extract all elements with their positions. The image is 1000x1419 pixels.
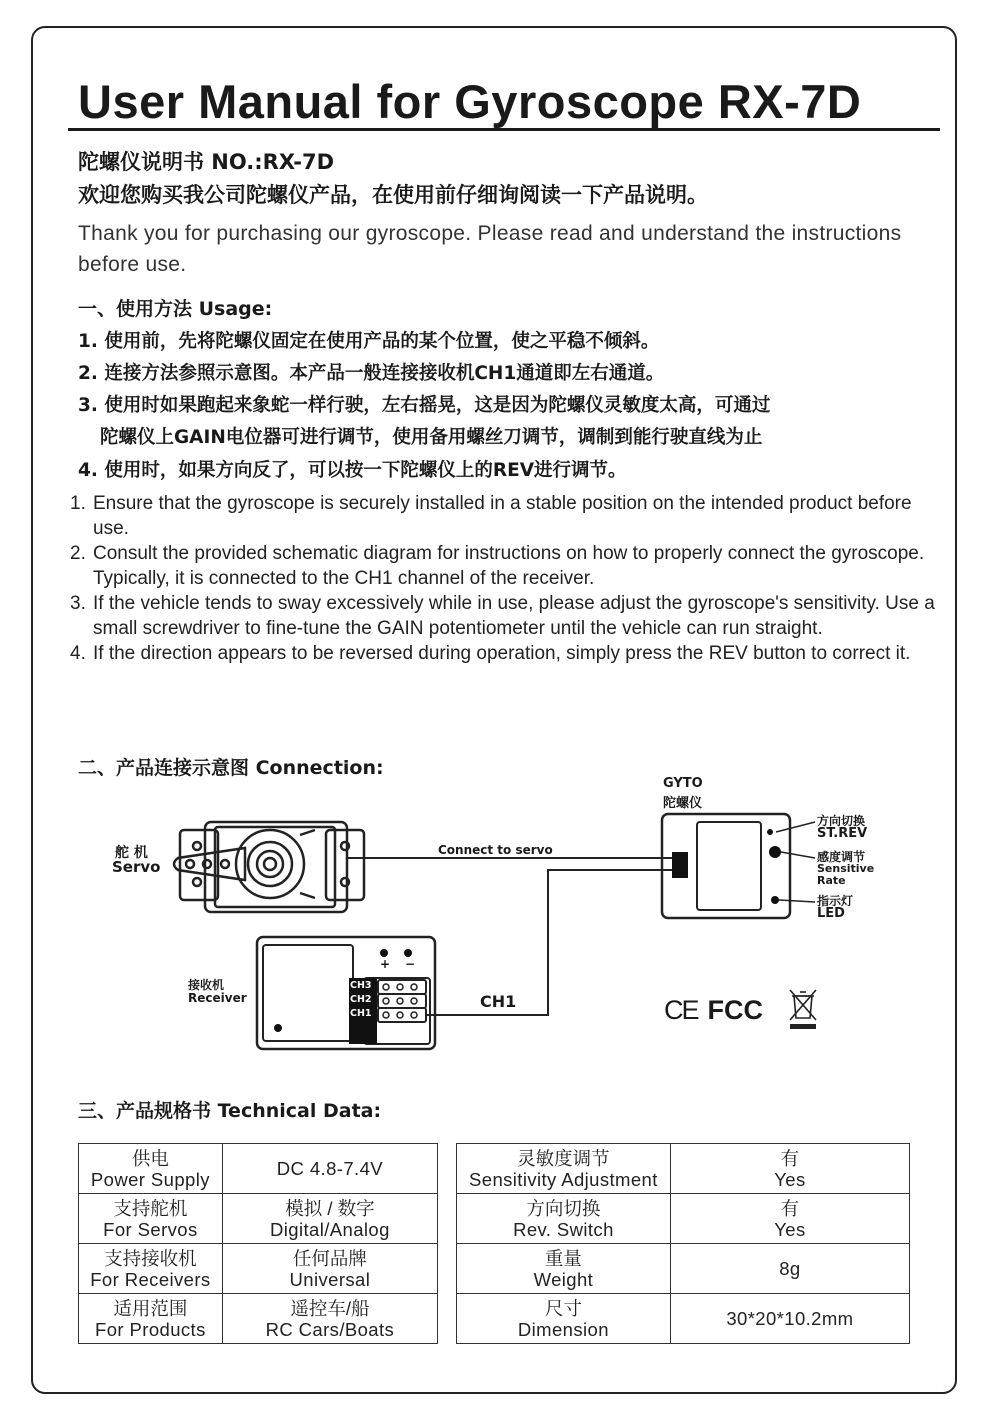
table-row xyxy=(79,1144,438,1194)
item-number: 1. xyxy=(70,493,86,514)
usage-en-item xyxy=(70,541,950,591)
title-divider xyxy=(68,128,940,131)
item-number: 3. xyxy=(70,593,86,614)
spec-value-cell xyxy=(222,1144,437,1194)
usage-en-item xyxy=(70,591,950,641)
spec-value-cell xyxy=(222,1244,437,1294)
spec-value-cell xyxy=(670,1194,909,1244)
technical-section-title: 三、产品规格书 Technical Data: xyxy=(78,1100,382,1122)
spec-label-cell xyxy=(79,1144,223,1194)
spec-label-cn: 支持接收机 xyxy=(104,1247,197,1269)
spec-value-en: DC 4.8-7.4V xyxy=(276,1158,383,1179)
spec-label-cn: 方向切换 xyxy=(526,1197,601,1219)
weee-bin-icon xyxy=(788,988,818,1030)
usage-section-title: 一、使用方法 Usage: xyxy=(78,298,273,320)
usage-cn-item-2: 2. 连接方法参照示意图。本产品一般连接接收机CH1通道即左右通道。 xyxy=(78,363,665,384)
spec-value-cn: 有 xyxy=(780,1197,800,1219)
item-number: 2. xyxy=(70,543,86,564)
spec-table-right xyxy=(456,1143,910,1344)
usage-cn-item-3-cont: 陀螺仪上GAIN电位器可进行调节，使用备用螺丝刀调节，调制到能行驶直线为止 xyxy=(100,427,763,448)
spec-label-cell xyxy=(457,1194,671,1244)
plus-label: + xyxy=(380,957,391,971)
spec-value-cell xyxy=(222,1294,437,1344)
spec-label-en: Dimension xyxy=(517,1318,609,1340)
spec-value-en: Digital/Analog xyxy=(270,1218,390,1240)
sensitivity-label-en-1: Sensitive xyxy=(817,862,875,875)
sensitivity-label-en-2: Rate xyxy=(817,874,846,887)
gyro-label-en: GYTO xyxy=(663,776,703,791)
usage-cn-item-1: 1. 使用前，先将陀螺仪固定在使用产品的某个位置，使之平稳不倾斜。 xyxy=(78,331,660,352)
spec-value-cn: 有 xyxy=(780,1147,800,1169)
usage-en-item xyxy=(70,641,950,666)
receiver-illustration xyxy=(257,937,435,1049)
table-row xyxy=(79,1244,438,1294)
spec-value-en: Yes xyxy=(774,1168,806,1190)
spec-label-en: Rev. Switch xyxy=(513,1218,614,1240)
spec-value-en: RC Cars/Boats xyxy=(265,1318,395,1340)
spec-value-en: Yes xyxy=(774,1218,806,1240)
spec-label-cn: 重量 xyxy=(544,1247,582,1269)
gyro-illustration xyxy=(662,814,815,918)
ch3-label: CH3 xyxy=(350,980,372,991)
table-row xyxy=(79,1294,438,1344)
st-rev-label-cn: 方向切换 xyxy=(817,814,866,828)
table-row xyxy=(457,1244,910,1294)
receiver-label-cn: 接收机 xyxy=(188,978,225,992)
spec-value-cell xyxy=(670,1144,909,1194)
spec-label-en: For Products xyxy=(95,1318,206,1340)
spec-label-cell xyxy=(457,1144,671,1194)
spec-label-cell xyxy=(79,1244,223,1294)
spec-label-cn: 尺寸 xyxy=(544,1297,582,1319)
receiver-label-en: Receiver xyxy=(188,991,247,1005)
minus-label: − xyxy=(405,957,416,971)
ce-mark: CE xyxy=(664,995,698,1025)
spec-table-left xyxy=(78,1143,438,1344)
spec-value-en: Universal xyxy=(289,1268,371,1290)
servo-label-cn: 舵 机 xyxy=(115,845,148,861)
spec-label-cn: 灵敏度调节 xyxy=(517,1147,610,1169)
ch2-label: CH2 xyxy=(350,994,372,1005)
spec-label-en: Weight xyxy=(533,1268,594,1290)
st-rev-label-en: ST.REV xyxy=(817,826,868,841)
sensitivity-label-cn: 感度调节 xyxy=(817,850,866,864)
spec-value-cn: 模拟 / 数字 xyxy=(285,1197,375,1219)
spec-label-cell xyxy=(457,1244,671,1294)
ch1-wire-label: CH1 xyxy=(480,992,517,1011)
spec-label-cell xyxy=(79,1194,223,1244)
spec-value-en: 8g xyxy=(779,1258,801,1279)
spec-label-en: Sensitivity Adjustment xyxy=(469,1168,658,1190)
item-text: Ensure that the gyroscope is securely installed in a stable position on the intended product before use. xyxy=(93,493,912,539)
ch1-label: CH1 xyxy=(350,1008,372,1019)
spec-label-en: Power Supply xyxy=(90,1168,210,1190)
connection-diagram xyxy=(0,770,1000,1070)
spec-value-en: 30*20*10.2mm xyxy=(726,1308,854,1329)
spec-value-cn: 遥控车/船 xyxy=(290,1297,370,1319)
fcc-mark: FCC xyxy=(707,995,764,1025)
usage-en-list xyxy=(70,491,950,666)
item-text: Consult the provided schematic diagram for instructions on how to properly connect the gyroscope. Typically, it is connected to the CH1 channel of the receiver. xyxy=(93,543,925,589)
spec-value-cn: 任何品牌 xyxy=(292,1247,367,1269)
item-text: If the vehicle tends to sway excessively while in use, please adjust the gyroscope's sensitivity. Use a small screwdriver to fine-tune the GAIN potentiometer until the vehicle can run straight. xyxy=(93,593,935,639)
servo-label-en: Servo xyxy=(112,858,161,876)
certification-marks xyxy=(664,995,763,1026)
gyro-label-cn: 陀螺仪 xyxy=(663,796,703,811)
spec-value-cell xyxy=(222,1194,437,1244)
servo-illustration xyxy=(174,822,364,912)
table-row xyxy=(79,1194,438,1244)
connect-to-servo-label: Connect to servo xyxy=(438,843,553,857)
spec-label-cn: 供电 xyxy=(131,1147,169,1169)
usage-en-item xyxy=(70,491,950,541)
cn-model-line: 陀螺仪说明书 NO.:RX-7D xyxy=(78,150,335,174)
led-label-en: LED xyxy=(817,906,845,921)
table-row xyxy=(457,1144,910,1194)
spec-label-cell xyxy=(457,1294,671,1344)
cn-welcome: 欢迎您购买我公司陀螺仪产品，在使用前仔细询阅读一下产品说明。 xyxy=(78,183,708,207)
spec-label-en: For Receivers xyxy=(90,1268,211,1290)
usage-cn-item-4: 4. 使用时，如果方向反了，可以按一下陀螺仪上的REV进行调节。 xyxy=(78,460,627,481)
spec-label-en: For Servos xyxy=(103,1218,198,1240)
spec-label-cn: 支持舵机 xyxy=(113,1197,188,1219)
usage-cn-item-3: 3. 使用时如果跑起来象蛇一样行驶，左右摇晃，这是因为陀螺仪灵敏度太高，可通过 xyxy=(78,395,771,416)
spec-label-cell xyxy=(79,1294,223,1344)
spec-value-cell xyxy=(670,1294,909,1344)
item-number: 4. xyxy=(70,643,86,664)
table-row xyxy=(457,1294,910,1344)
spec-value-cell xyxy=(670,1244,909,1294)
page-title: User Manual for Gyroscope RX-7D xyxy=(78,75,862,128)
item-text: If the direction appears to be reversed during operation, simply press the REV button to correct it. xyxy=(93,643,911,664)
en-welcome: Thank you for purchasing our gyroscope. Please read and understand the instructions before use. xyxy=(78,222,902,276)
led-label-cn: 指示灯 xyxy=(817,894,854,908)
connection-section-title: 二、产品连接示意图 Connection: xyxy=(78,757,384,779)
spec-label-cn: 适用范围 xyxy=(113,1297,188,1319)
table-row xyxy=(457,1194,910,1244)
